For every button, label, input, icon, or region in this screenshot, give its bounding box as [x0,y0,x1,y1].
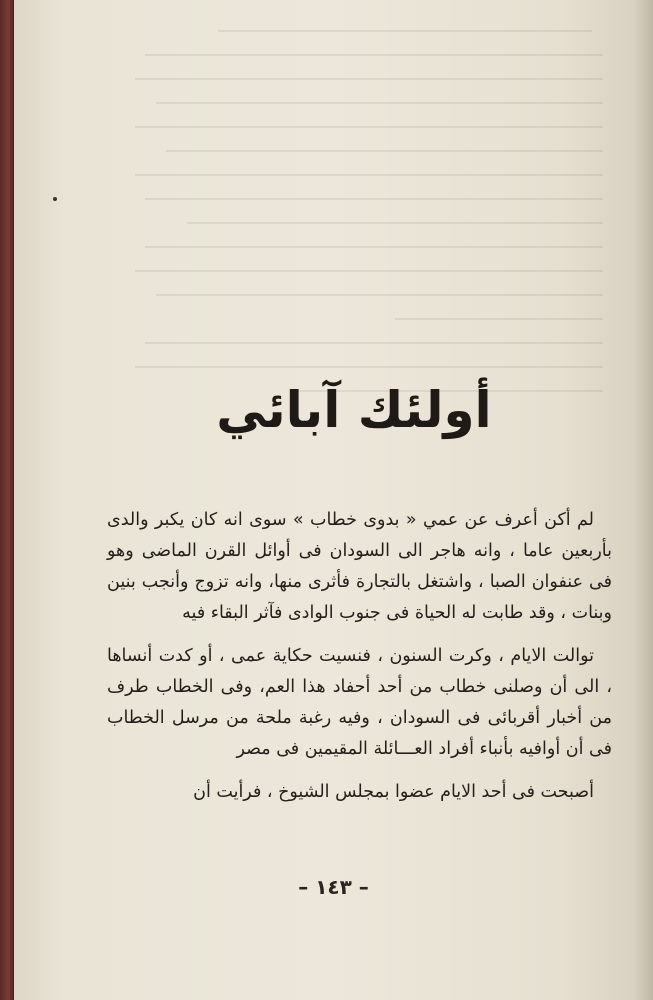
chapter-title: أولئك آبائي [216,381,492,439]
book-page [14,0,653,1000]
paragraph-1: لم أكن أعرف عن عمي « بدوى خطاب » سوى انه كان يكبر والدى بأربعين عاما ، وانه هاجر الى السودان فى أوائل القرن الماضى وهو فى عنفوان الصبا ، واشتغل بالتجارة فأثرى منها، وانه تزوج وأنجب بنين وبنات ، وقد طابت له الحياة فى جنوب الوادى فآثر البقاء فيه [107,510,612,623]
ink-speck [53,197,57,201]
page-number: – ١٤٣ – [298,875,369,899]
page-fold-shadow [633,0,653,1000]
paragraph-3: أصبحت فى أحد الايام عضوا بمجلس الشيوخ ، فرأيت أن [193,782,594,802]
chapter-body [107,505,612,820]
paragraph-2: توالت الايام ، وكرت السنون ، فنسيت حكاية عمى ، أو كدت أنساها ، الى أن وصلنى خطاب من أحد أحفاد هذا العم، وفى الخطاب طرف من أخبار أقربائى فى السودان ، وفيه رغبة ملحة من مرسل الخطاب فى أن أوافيه بأنباء أفراد العـــائلة المقيمين فى مصر [107,646,612,759]
book-cover-edge [0,0,14,1000]
